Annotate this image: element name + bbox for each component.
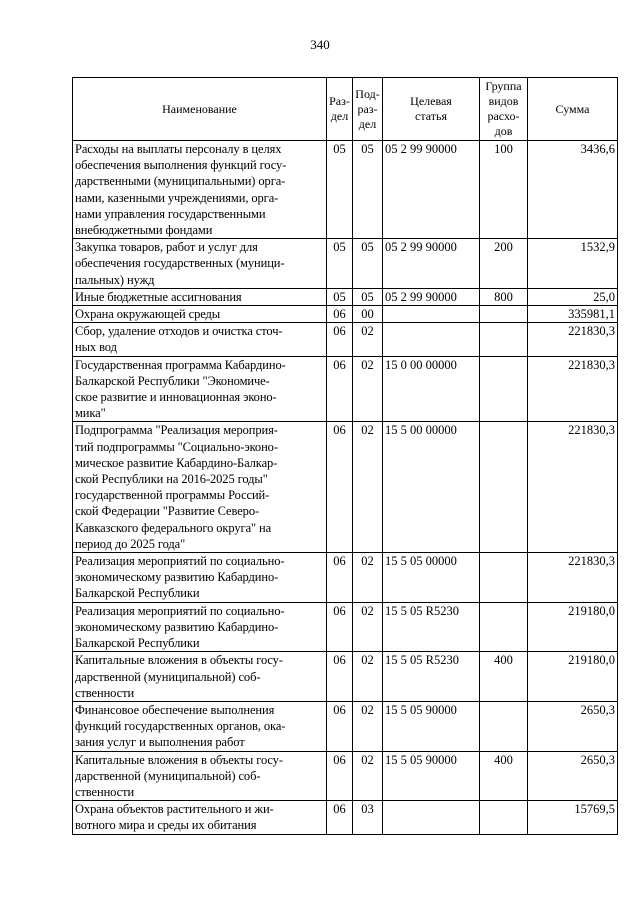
table-row: [73, 553, 618, 603]
row-sum: 1532,9: [528, 239, 618, 289]
row-name: Охрана окружающей среды: [73, 306, 327, 323]
row-name: Капитальные вложения в объекты госу- дарственной (муниципальной) соб- ственности: [73, 652, 327, 702]
row-sum: 3436,6: [528, 141, 618, 239]
table-row: [73, 323, 618, 356]
row-sum: 2650,3: [528, 751, 618, 801]
row-section: 06: [327, 553, 353, 603]
row-section: 06: [327, 602, 353, 652]
row-section: 05: [327, 239, 353, 289]
row-article: 15 5 00 00000: [383, 422, 480, 553]
row-subsection: 00: [353, 306, 383, 323]
row-name: Иные бюджетные ассигнования: [73, 288, 327, 305]
table-row: [73, 652, 618, 702]
row-subsection: 05: [353, 141, 383, 239]
header-group: Группа видов расхо- дов: [480, 78, 528, 141]
row-name: Финансовое обеспечение выполнения функций государственных органов, ока- зания услуг и выполнения работ: [73, 701, 327, 751]
row-subsection: 02: [353, 323, 383, 356]
row-name: Расходы на выплаты персоналу в целях обеспечения выполнения функций госу- дарственными (муниципальными) орга- нами, казенными учреждениями, орга- нами управления государственными внебюджетными фондами: [73, 141, 327, 239]
row-article: 05 2 99 90000: [383, 141, 480, 239]
row-subsection: 02: [353, 751, 383, 801]
page-number: 340: [310, 37, 330, 52]
row-sum: 221830,3: [528, 323, 618, 356]
row-article: [383, 306, 480, 323]
budget-table: [72, 77, 618, 835]
row-subsection: 03: [353, 801, 383, 834]
row-group: [480, 801, 528, 834]
row-group: 800: [480, 288, 528, 305]
row-sum: 335981,1: [528, 306, 618, 323]
header-name: Наименование: [73, 78, 327, 141]
row-group: [480, 602, 528, 652]
row-group: 100: [480, 141, 528, 239]
row-group: 400: [480, 751, 528, 801]
row-sum: 25,0: [528, 288, 618, 305]
table-row: [73, 422, 618, 553]
row-name: Реализация мероприятий по социально- экономическому развитию Кабардино- Балкарской Республики: [73, 553, 327, 603]
row-article: [383, 323, 480, 356]
row-name: Капитальные вложения в объекты госу- дарственной (муниципальной) соб- ственности: [73, 751, 327, 801]
row-section: 06: [327, 701, 353, 751]
row-article: 15 0 00 00000: [383, 356, 480, 422]
row-subsection: 05: [353, 288, 383, 305]
row-section: 06: [327, 801, 353, 834]
row-article: 05 2 99 90000: [383, 288, 480, 305]
table-row: [73, 801, 618, 834]
row-sum: 219180,0: [528, 652, 618, 702]
row-section: 05: [327, 141, 353, 239]
row-section: 05: [327, 288, 353, 305]
row-sum: 221830,3: [528, 356, 618, 422]
table-body: [73, 141, 618, 835]
table-row: [73, 239, 618, 289]
table-row: [73, 356, 618, 422]
row-section: 06: [327, 751, 353, 801]
row-section: 06: [327, 306, 353, 323]
row-subsection: 02: [353, 652, 383, 702]
row-subsection: 02: [353, 553, 383, 603]
table-row: [73, 701, 618, 751]
row-group: [480, 553, 528, 603]
row-name: Сбор, удаление отходов и очистка сточ- ных вод: [73, 323, 327, 356]
table-row: [73, 141, 618, 239]
table-row: [73, 602, 618, 652]
row-name: Подпрограмма "Реализация мероприя- тий подпрограммы "Социально-эконо- мическое развитие Кабардино-Балкар- ской Республики на 2016-2025 годы" государственной программы Россий- ской Федерации "Развитие Северо- Кавказского федерального округа" на период до 2025 года": [73, 422, 327, 553]
row-sum: 15769,5: [528, 801, 618, 834]
row-group: 200: [480, 239, 528, 289]
header-section: Раз- дел: [327, 78, 353, 141]
row-group: [480, 356, 528, 422]
row-article: [383, 801, 480, 834]
row-article: 15 5 05 R5230: [383, 602, 480, 652]
row-article: 15 5 05 90000: [383, 751, 480, 801]
row-section: 06: [327, 652, 353, 702]
row-sum: 219180,0: [528, 602, 618, 652]
row-sum: 2650,3: [528, 701, 618, 751]
row-sum: 221830,3: [528, 553, 618, 603]
row-group: [480, 323, 528, 356]
row-sum: 221830,3: [528, 422, 618, 553]
row-section: 06: [327, 323, 353, 356]
row-subsection: 02: [353, 602, 383, 652]
header-subsection: Под- раз- дел: [353, 78, 383, 141]
row-group: [480, 701, 528, 751]
row-subsection: 02: [353, 422, 383, 553]
row-name: Государственная программа Кабардино- Балкарской Республики "Экономиче- ское развитие и инновационная эконо- мика": [73, 356, 327, 422]
table-header-row: [73, 78, 618, 141]
header-sum: Сумма: [528, 78, 618, 141]
row-group: [480, 306, 528, 323]
row-subsection: 02: [353, 701, 383, 751]
table-row: [73, 306, 618, 323]
row-section: 06: [327, 422, 353, 553]
table-row: [73, 288, 618, 305]
row-name: Охрана объектов растительного и жи- вотного мира и среды их обитания: [73, 801, 327, 834]
row-article: 05 2 99 90000: [383, 239, 480, 289]
table-row: [73, 751, 618, 801]
row-group: [480, 422, 528, 553]
row-article: 15 5 05 00000: [383, 553, 480, 603]
row-name: Закупка товаров, работ и услуг для обеспечения государственных (муници- пальных) нужд: [73, 239, 327, 289]
row-subsection: 05: [353, 239, 383, 289]
header-article: Целевая статья: [383, 78, 480, 141]
row-section: 06: [327, 356, 353, 422]
row-name: Реализация мероприятий по социально- экономическому развитию Кабардино- Балкарской Республики: [73, 602, 327, 652]
row-group: 400: [480, 652, 528, 702]
row-article: 15 5 05 R5230: [383, 652, 480, 702]
row-article: 15 5 05 90000: [383, 701, 480, 751]
row-subsection: 02: [353, 356, 383, 422]
